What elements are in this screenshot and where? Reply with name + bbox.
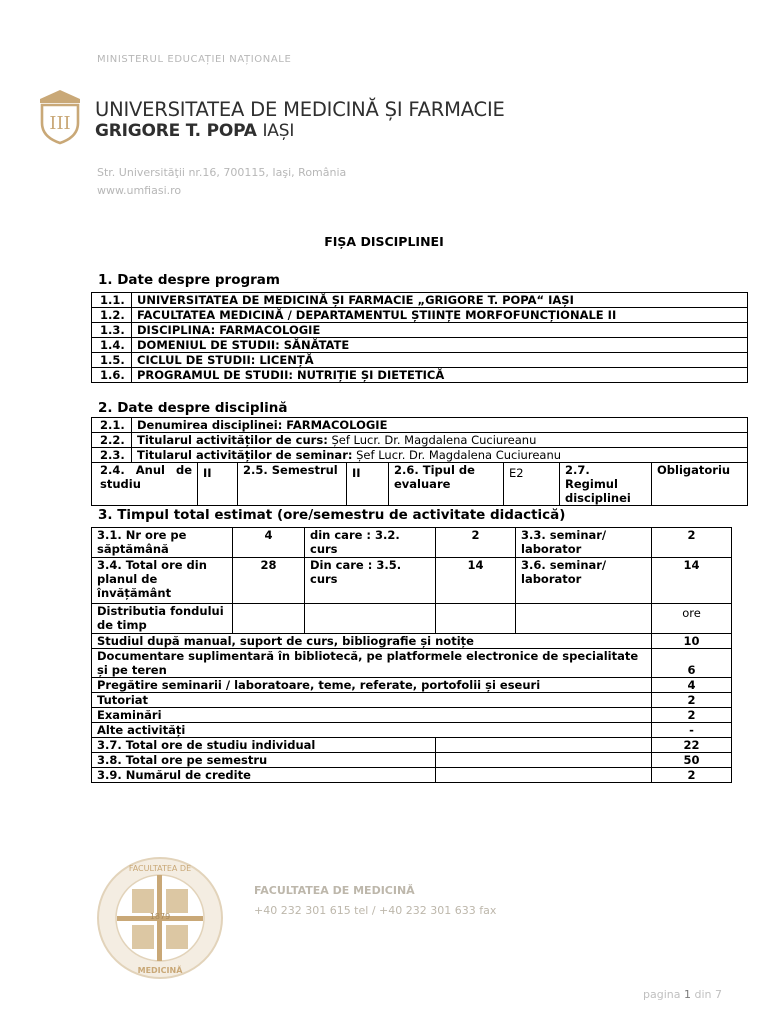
activity-value: 6: [652, 649, 732, 678]
study-year-label: 2.4. Anul de studiu: [92, 463, 198, 506]
table-row: [92, 323, 748, 338]
row-text: CICLUL DE STUDII: LICENȚĂ: [132, 353, 748, 368]
section3-heading: 3. Timpul total estimat (ore/semestru de activitate didactică): [98, 507, 566, 523]
seal-year: 1879: [149, 912, 171, 921]
university-city: IAȘI: [262, 121, 295, 141]
activity-value: -: [652, 723, 732, 738]
total-seminar-label: 3.6. seminar/ laborator: [516, 558, 652, 604]
university-logo-icon: [36, 87, 84, 149]
total-value: 22: [652, 738, 732, 753]
empty-cell: [436, 604, 516, 634]
empty-cell: [305, 604, 436, 634]
activity-label: Tutoriat: [92, 693, 652, 708]
program-table: [91, 292, 748, 383]
activity-label: Alte activități: [92, 723, 652, 738]
address-line: Str. Universităţii nr.16, 700115, Iaşi, România: [97, 166, 347, 179]
table-row: [92, 448, 748, 463]
total-seminar-value: 14: [652, 558, 732, 604]
activity-label: Examinări: [92, 708, 652, 723]
table-row: [92, 708, 732, 723]
row-text: DOMENIUL DE STUDII: SĂNĂTATE: [132, 338, 748, 353]
table-row: [92, 353, 748, 368]
table-row: [92, 338, 748, 353]
row-number: 2.1.: [92, 418, 132, 433]
activity-label: Pregătire seminarii / laboratoare, teme, referate, portofolii și eseuri: [92, 678, 652, 693]
table-row: [92, 528, 732, 558]
section1-heading: 1. Date despre program: [98, 272, 280, 288]
faculty-seal-icon: [96, 857, 224, 983]
section2-heading: 2. Date despre disciplină: [98, 400, 288, 416]
row-number: 2.2.: [92, 433, 132, 448]
activity-label: Studiul după manual, suport de curs, bibliografie și notițe: [92, 634, 652, 649]
table-row: [92, 418, 748, 433]
empty-cell: [516, 604, 652, 634]
row-number: 1.5.: [92, 353, 132, 368]
page-number: 1: [683, 988, 691, 1001]
table-row: [92, 738, 732, 753]
seminar-holder-label: Titularul activităților de seminar:: [137, 448, 353, 462]
time-table: [91, 527, 732, 783]
table-row: [92, 634, 732, 649]
discipline-table: [91, 417, 748, 506]
address-block: [97, 164, 346, 200]
table-row: [92, 368, 748, 383]
activity-value: 2: [652, 693, 732, 708]
weekly-hours-value: 4: [233, 528, 305, 558]
table-row: [92, 649, 732, 678]
document-title: FIȘA DISCIPLINEI: [324, 234, 444, 249]
page-indicator: [643, 988, 722, 1001]
footer-phones: +40 232 301 615 tel / +40 232 301 633 fax: [254, 904, 497, 917]
study-year-value: II: [198, 463, 238, 506]
discipline-regime-value: Obligatoriu: [652, 463, 748, 506]
total-value: 2: [652, 768, 732, 783]
row-text: FACULTATEA MEDICINĂ / DEPARTAMENTUL ȘTIINȚE MORFOFUNCȚIONALE II: [132, 308, 748, 323]
discipline-name: Denumirea disciplinei: FARMACOLOGIE: [132, 418, 748, 433]
row-text: PROGRAMUL DE STUDII: NUTRIȚIE ȘI DIETETICĂ: [132, 368, 748, 383]
total-hours-value: 28: [233, 558, 305, 604]
activity-value: 2: [652, 708, 732, 723]
time-distribution-label: Distributia fondului de timp: [92, 604, 233, 634]
total-hours-label: 3.4. Total ore din planul de învățământ: [92, 558, 233, 604]
total-label: 3.9. Numărul de credite: [92, 768, 436, 783]
total-course-value: 14: [436, 558, 516, 604]
table-row: [92, 723, 732, 738]
total-label: 3.7. Total ore de studiu individual: [92, 738, 436, 753]
seal-bottom-text: MEDICINĂ: [137, 966, 183, 975]
table-row: [92, 293, 748, 308]
website-link[interactable]: www.umfiasi.ro: [97, 184, 182, 197]
semester-value: II: [347, 463, 389, 506]
weekly-hours-label: 3.1. Nr ore pe săptămână: [92, 528, 233, 558]
course-holder: [132, 433, 748, 448]
table-row: [92, 678, 732, 693]
total-label: 3.8. Total ore pe semestru: [92, 753, 436, 768]
seminar-holder: [132, 448, 748, 463]
total-course-label: Din care : 3.5. curs: [305, 558, 436, 604]
empty-cell: [436, 753, 652, 768]
university-name-line1: UNIVERSITATEA DE MEDICINĂ ȘI FARMACIE: [95, 98, 505, 121]
empty-cell: [233, 604, 305, 634]
activity-value: 4: [652, 678, 732, 693]
table-row: [92, 433, 748, 448]
footer-faculty: FACULTATEA DE MEDICINĂ: [254, 884, 415, 897]
row-number: 1.1.: [92, 293, 132, 308]
activity-label: Documentare suplimentară în bibliotecă, pe platformele electronice de specialitate și pe teren: [92, 649, 652, 678]
university-name-line2: [95, 121, 294, 141]
hours-unit: ore: [652, 604, 732, 634]
course-holder-label: Titularul activităților de curs:: [137, 433, 328, 447]
row-text: DISCIPLINA: FARMACOLOGIE: [132, 323, 748, 338]
evaluation-type-value: E2: [504, 463, 560, 506]
table-row: [92, 308, 748, 323]
university-name-bold: GRIGORE T. POPA: [95, 121, 257, 141]
row-number: 1.2.: [92, 308, 132, 323]
row-number: 1.4.: [92, 338, 132, 353]
page-prefix: pagina: [643, 988, 681, 1001]
activity-value: 10: [652, 634, 732, 649]
table-row: [92, 463, 748, 506]
row-number: 1.3.: [92, 323, 132, 338]
logo-letters: III: [49, 113, 71, 134]
weekly-seminar-label: 3.3. seminar/ laborator: [516, 528, 652, 558]
seal-top-text: FACULTATEA DE: [128, 864, 192, 873]
row-text: UNIVERSITATEA DE MEDICINĂ ȘI FARMACIE „GRIGORE T. POPA“ IAȘI: [132, 293, 748, 308]
weekly-course-label: din care : 3.2. curs: [305, 528, 436, 558]
table-row: [92, 753, 732, 768]
seminar-holder-value: Șef Lucr. Dr. Magdalena Cuciureanu: [356, 448, 562, 462]
table-row: [92, 558, 732, 604]
total-value: 50: [652, 753, 732, 768]
discipline-regime-label: 2.7. Regimul disciplinei: [560, 463, 652, 506]
evaluation-type-label: 2.6. Tipul de evaluare: [389, 463, 504, 506]
ministry-header: MINISTERUL EDUCAȚIEI NAȚIONALE: [97, 54, 292, 65]
weekly-course-value: 2: [436, 528, 516, 558]
empty-cell: [436, 768, 652, 783]
row-number: 2.3.: [92, 448, 132, 463]
page-suffix: din 7: [694, 988, 722, 1001]
course-holder-value: Șef Lucr. Dr. Magdalena Cuciureanu: [331, 433, 537, 447]
table-row: [92, 693, 732, 708]
weekly-seminar-value: 2: [652, 528, 732, 558]
semester-label: 2.5. Semestrul: [238, 463, 347, 506]
table-row: [92, 768, 732, 783]
table-row: [92, 604, 732, 634]
row-number: 1.6.: [92, 368, 132, 383]
empty-cell: [436, 738, 652, 753]
